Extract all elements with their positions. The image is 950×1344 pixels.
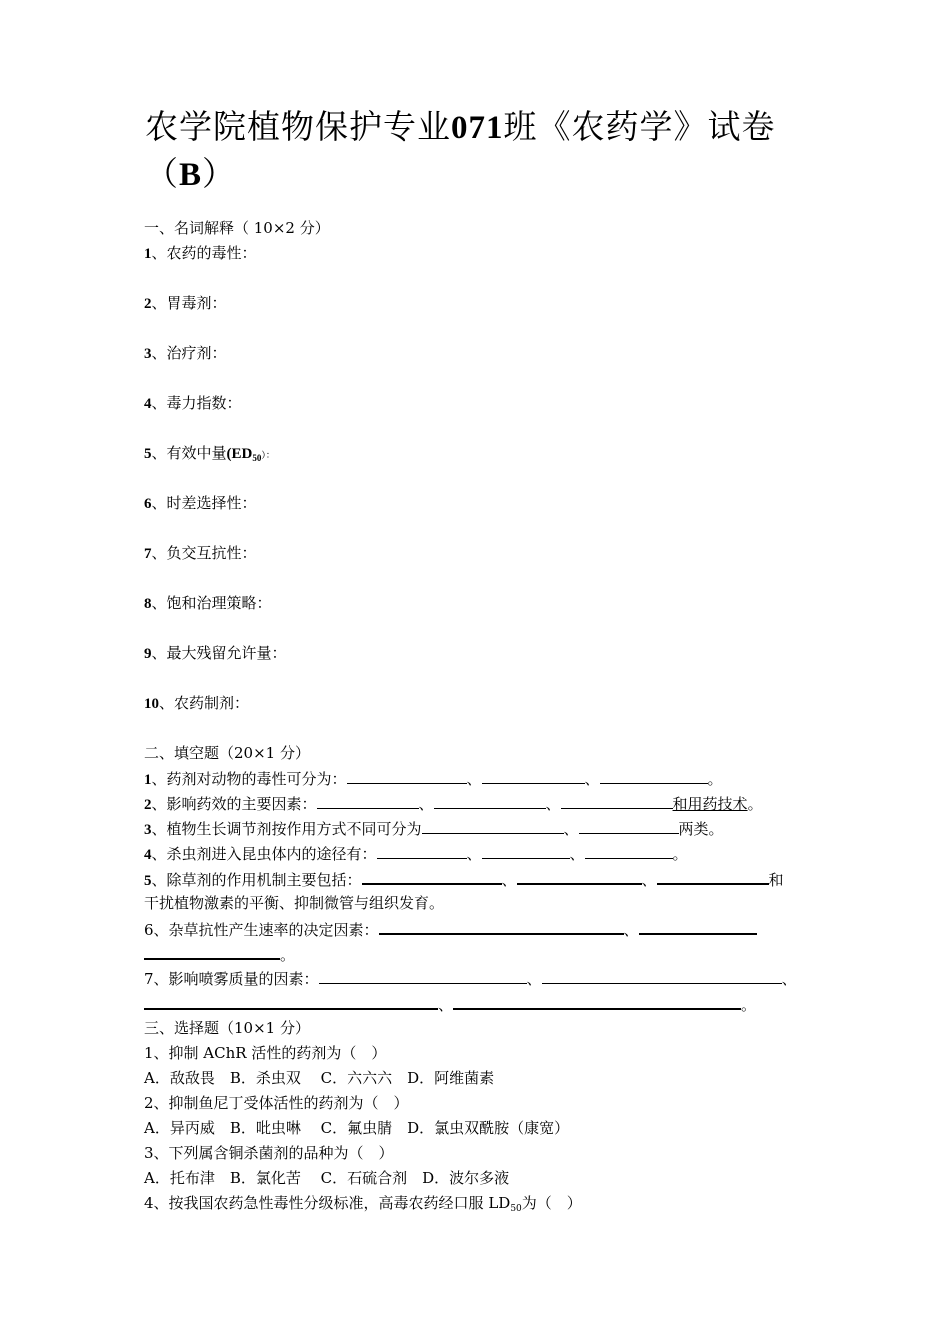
exam-body <box>144 216 812 1216</box>
term-item: 9、最大残留允许量： <box>144 644 287 662</box>
choice-options: A．敌敌畏 B．杀虫双 C．六六六 D．阿维菌素 <box>144 1069 495 1087</box>
term-item: 7、负交互抗性： <box>144 544 257 562</box>
answer-blank[interactable] <box>657 866 769 885</box>
choice-question-stem: 3、下列属含铜杀菌剂的品种为（ ） <box>144 1144 394 1162</box>
answer-blank[interactable] <box>585 841 673 859</box>
section2-heading: 二、填空题（20×1 分） <box>144 744 310 762</box>
answer-blank[interactable] <box>542 966 782 984</box>
term-item: 6、时差选择性： <box>144 494 257 512</box>
answer-blank[interactable] <box>347 766 467 784</box>
answer-blank[interactable] <box>453 991 741 1010</box>
choice-options: A．托布津 B．氯化苦 C．石硫合剂 D．波尔多液 <box>144 1169 510 1187</box>
choice-options: A．异丙威 B．吡虫啉 C．氟虫腈 D．氯虫双酰胺（康宽） <box>144 1119 570 1137</box>
fill-question-7: 7、影响喷雾质量的因素： 、 、 <box>144 966 812 991</box>
fill-question-6-cont: 。 <box>144 941 812 966</box>
fill-question-2: 2、影响药效的主要因素： 、 、 和用药技术。 <box>144 791 812 816</box>
fill-question-7-cont: 、 。 <box>144 991 812 1016</box>
term-item: 5、有效中量$(ED_{50})$： <box>144 444 275 463</box>
fill-question-4: 4、杀虫剂进入昆虫体内的途径有： 、 、 。 <box>144 841 812 866</box>
choice-question-stem: 2、抑制鱼尼丁受体活性的药剂为（ ） <box>144 1094 409 1112</box>
answer-blank[interactable] <box>561 791 673 809</box>
term-item: 8、饱和治理策略： <box>144 594 272 612</box>
title-text-2: 班《农药学》试卷 <box>503 107 776 146</box>
term-item: 10、农药制剂： <box>144 694 250 712</box>
choice-question-stem: 1、抑制 AChR 活性的药剂为（ ） <box>144 1044 387 1062</box>
paper-version: B <box>179 157 203 193</box>
exam-title <box>145 104 825 198</box>
answer-blank[interactable] <box>317 791 419 809</box>
answer-blank[interactable] <box>434 791 546 809</box>
fill-question-6: 6、杂草抗性产生速率的决定因素： 、 <box>144 916 812 941</box>
answer-blank[interactable] <box>482 841 570 859</box>
answer-blank[interactable] <box>144 991 438 1010</box>
answer-blank[interactable] <box>482 766 585 784</box>
answer-blank[interactable] <box>639 916 757 935</box>
answer-blank[interactable] <box>579 816 679 834</box>
title-text: 农学院植物保护专业 <box>145 107 451 146</box>
fill-question-5: 5、除草剂的作用机制主要包括： 、 、 和 <box>144 866 812 891</box>
class-number: 071 <box>451 110 504 146</box>
answer-blank[interactable] <box>600 766 708 784</box>
section1-heading: 一、名词解释（ 10×2 分） <box>144 219 330 237</box>
fill-question-3: 3、植物生长调节剂按作用方式不同可分为 、 两类。 <box>144 816 812 841</box>
fill-question-1: 1、药剂对动物的毒性可分为： 、 、 。 <box>144 766 812 791</box>
answer-blank[interactable] <box>362 866 502 885</box>
answer-blank[interactable] <box>422 816 564 834</box>
title-paren-close: ） <box>202 154 237 193</box>
answer-blank[interactable] <box>377 841 467 859</box>
term-item: 2、胃毒剂： <box>144 294 227 312</box>
term-item: 4、毒力指数： <box>144 394 242 412</box>
term-item: 3、治疗剂： <box>144 344 227 362</box>
title-paren-open: （ <box>145 154 179 193</box>
answer-blank[interactable] <box>517 866 642 885</box>
section3-heading: 三、选择题（10×1 分） <box>144 1019 310 1037</box>
term-item: 1、农药的毒性： <box>144 244 257 262</box>
answer-blank[interactable] <box>319 966 527 984</box>
choice-question-stem: 4、按我国农药急性毒性分级标准，高毒农药经口服 $LD_{50}$为（ ） <box>144 1194 582 1214</box>
fill-question-5-cont: 干扰植物激素的平衡、抑制微管与组织发育。 <box>144 894 445 912</box>
answer-blank[interactable] <box>379 916 624 935</box>
answer-blank[interactable] <box>144 941 280 960</box>
